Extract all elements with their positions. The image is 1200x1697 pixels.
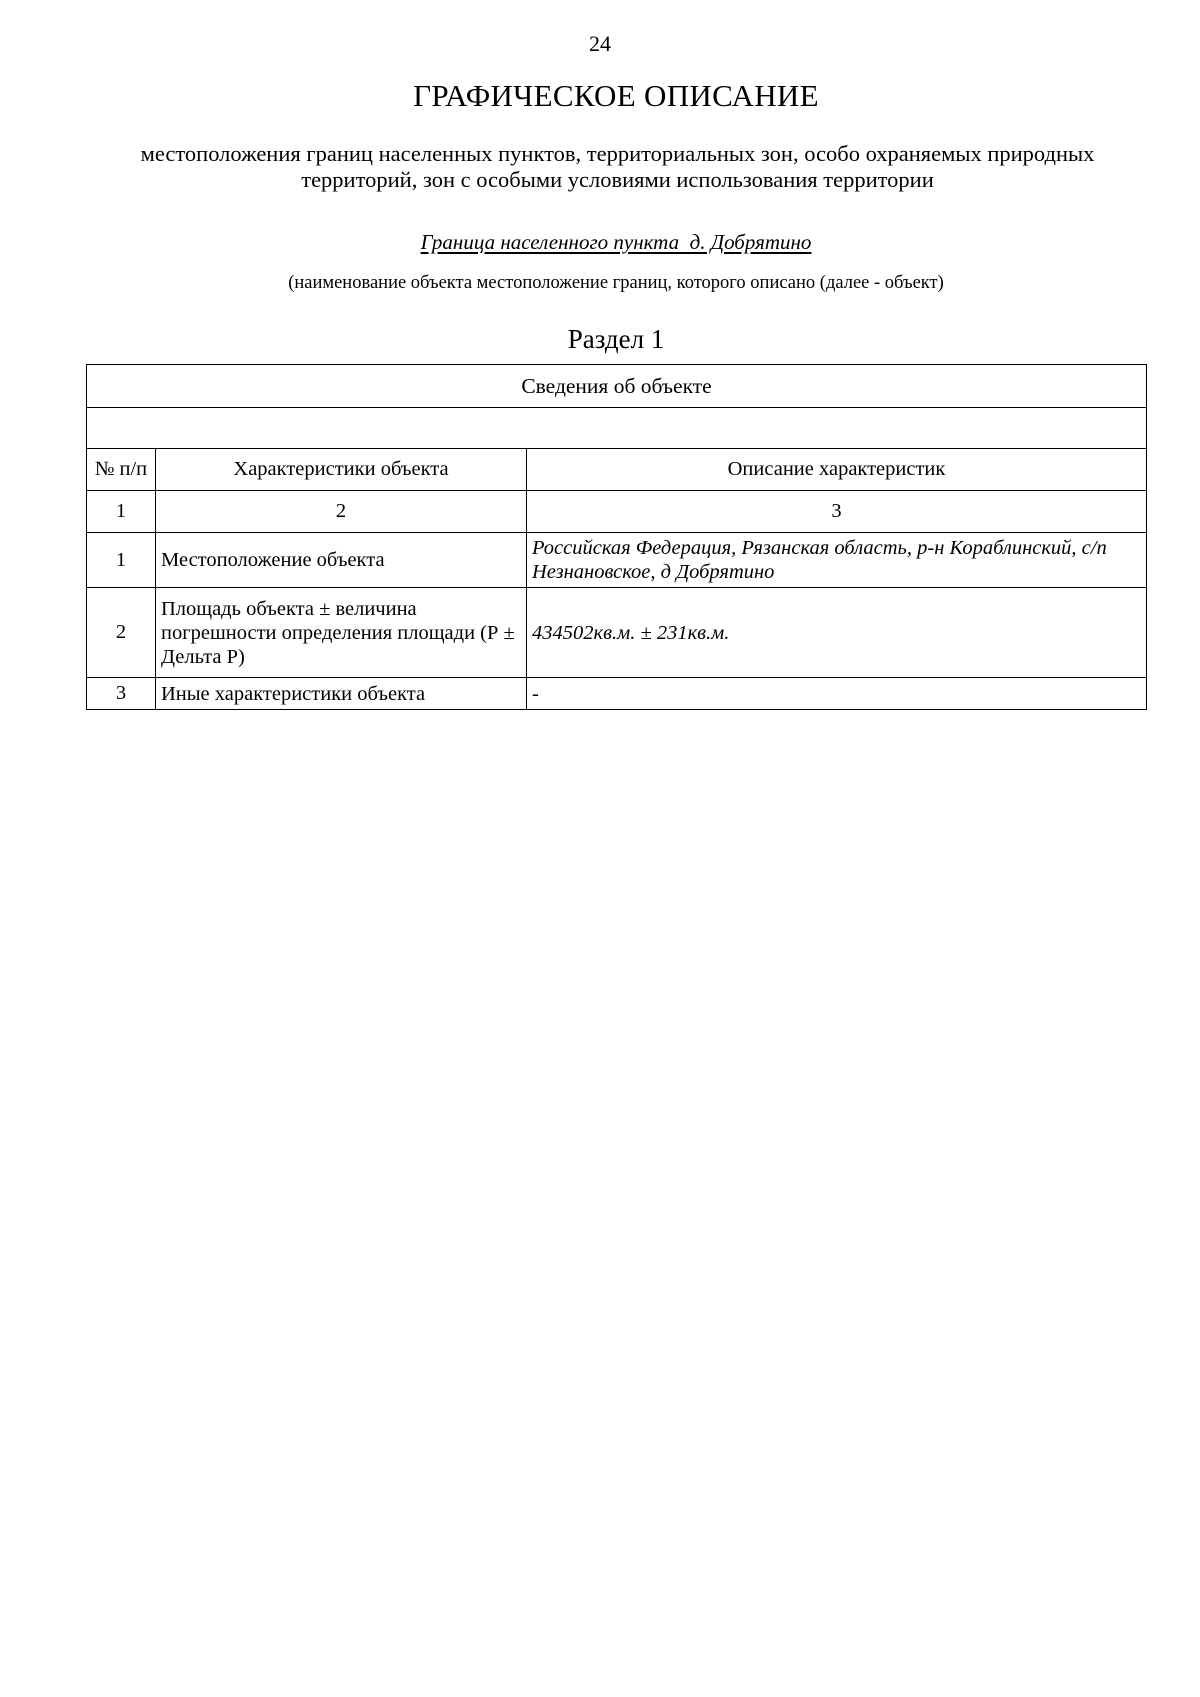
document-subtitle: местоположения границ населенных пунктов, территориальных зон, особо охраняемых природных территорий, зон с особыми условиями использования территории [140, 141, 1095, 192]
table-row [87, 533, 1147, 588]
column-number-1: 1 [87, 491, 156, 533]
row-number: 1 [87, 533, 156, 588]
table-column-headers-row [87, 449, 1147, 491]
row-number: 2 [87, 588, 156, 678]
object-caption: (наименование объекта местоположение границ, которого описано (далее - объект) [288, 273, 944, 293]
section-title: Раздел 1 [567, 324, 665, 354]
object-info-table [86, 364, 1147, 710]
table-header: Сведения об объекте [87, 365, 1147, 408]
object-name: Граница населенного пункта д. Добрятино [420, 230, 812, 254]
document-title: ГРАФИЧЕСКОЕ ОПИСАНИЕ [413, 78, 819, 113]
row-characteristic: Иные характеристики объекта [156, 678, 527, 710]
column-header-description: Описание характеристик [527, 449, 1147, 491]
column-number-2: 2 [156, 491, 527, 533]
page-number: 24 [589, 31, 611, 56]
row-description: Российская Федерация, Рязанская область, р-н Кораблинский, с/п Незнановское, д Добрятино [527, 533, 1147, 588]
column-header-characteristic: Характеристики объекта [156, 449, 527, 491]
column-header-number: № п/п [87, 449, 156, 491]
table-header-row [87, 365, 1147, 408]
table-empty-row [87, 408, 1147, 449]
row-characteristic: Площадь объекта ± величина погрешности определения площади (Р ± Дельта Р) [156, 588, 527, 678]
row-description: - [527, 678, 1147, 710]
row-number: 3 [87, 678, 156, 710]
table-row [87, 588, 1147, 678]
table-row [87, 678, 1147, 710]
table-empty-cell [87, 408, 1147, 449]
table-column-numbers-row [87, 491, 1147, 533]
row-characteristic: Местоположение объекта [156, 533, 527, 588]
column-number-3: 3 [527, 491, 1147, 533]
row-description: 434502кв.м. ± 231кв.м. [527, 588, 1147, 678]
